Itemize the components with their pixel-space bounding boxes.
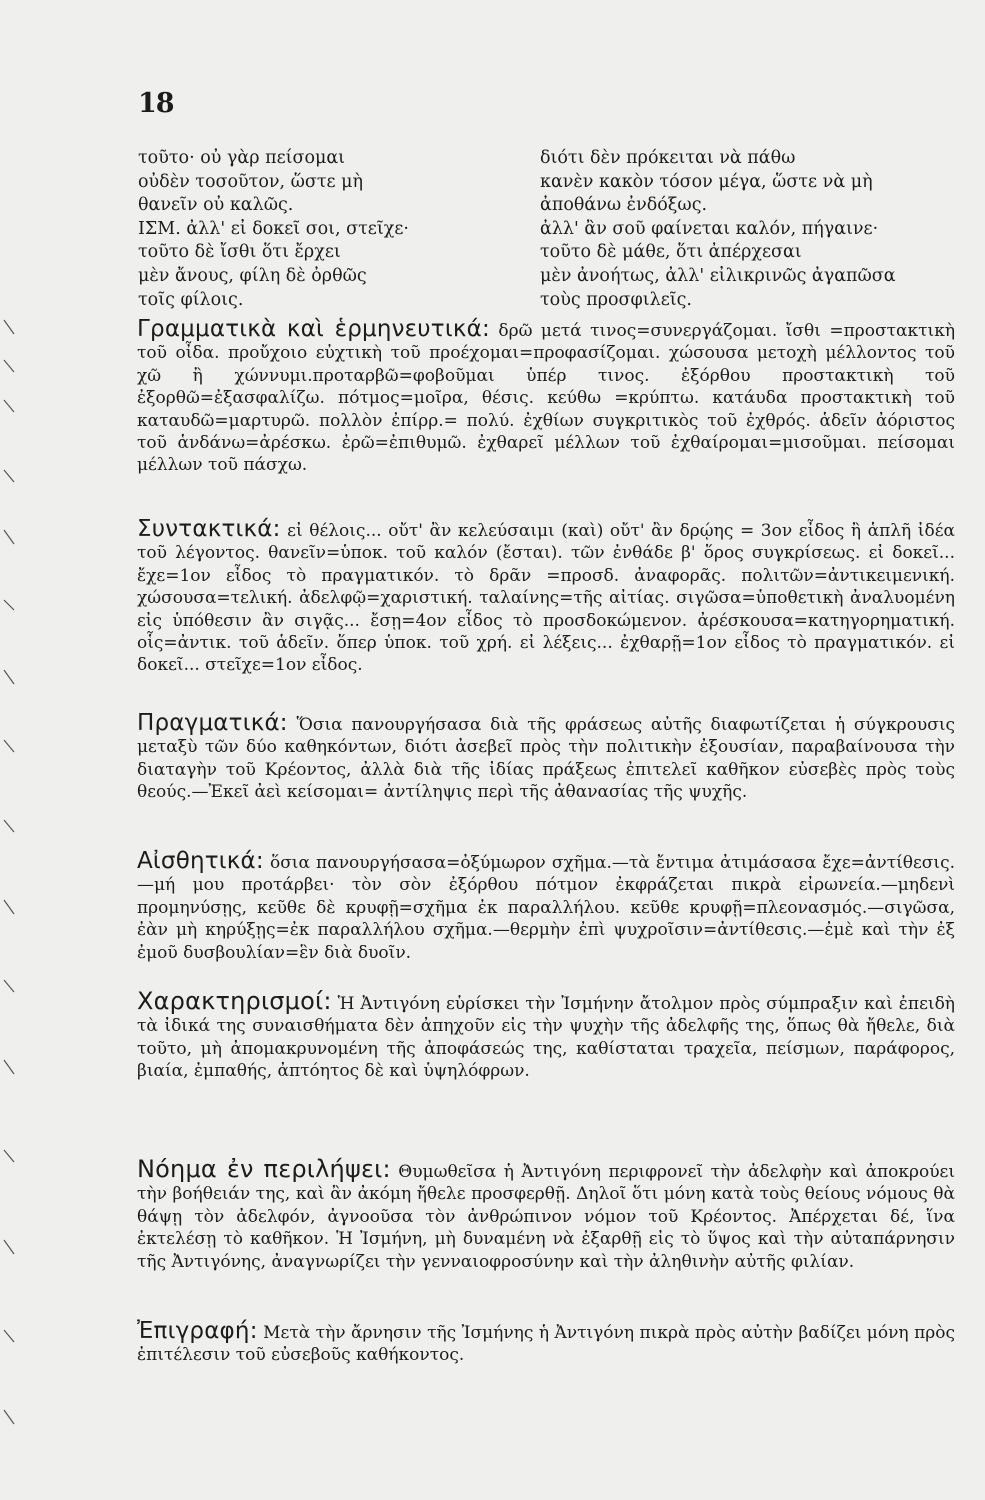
translation-line: κανὲν κακὸν τόσον μέγα, ὥστε νὰ μὴ [540,171,873,192]
verse-line: ΙΣΜ. ἀλλ' εἰ δοκεῖ σοι, στεῖχε· [138,218,409,239]
verse-line: θανεῖν οὐ καλῶς. [138,195,294,216]
section-heading: Συντακτικά: [137,516,281,542]
section-text: Ἡ Ἀντιγόνη εὑρίσκει τὴν Ἰσμήνην ἄτολμον πρὸς σύμπραξιν καὶ ἐπειδὴ τὰ ἰδικά της συναισθήματα δὲν ἀπηχοῦν εἰς τὴν ψυχὴν τῆς ἀδελφῆς της, ὅπως θὰ ἤθελε, διὰ τοῦτο, μὴ ἀπομακρυνομένη τῆς ἀποφάσεώς της, καθίσταται τραχεῖα, πείσμων, παράφορος, βιαία, ἐμπαθής, ἀπτόητος δὲ καὶ ὑψηλόφρων. [137,994,955,1082]
translation-line: τοῦτο δὲ μάθε, ὅτι ἀπέρχεσαι [540,242,802,263]
aesthetic-section [137,850,955,964]
section-text: Ὅσια πανουργήσασα διὰ τῆς φράσεως αὐτῆς διαφωτίζεται ἡ σύγκρουσις μεταξὺ τῶν δύο καθηκόντων, διότι ἀσεβεῖ πρὸς τὴν πολιτικὴν ἐξουσίαν, παραβαίνουσα τὴν διαταγὴν τοῦ Κρέοντος, ἀλλὰ διὰ τῆς ἰδίας πράξεως ἐπιτελεῖ καθῆκον εὐσεβὲς πρὸς τοὺς θεούς.—Ἐκεῖ ἀεὶ κείσομαι= ἀντίληψις περὶ τῆς ἀθανασίας τῆς ψυχῆς. [137,715,956,803]
verse-line: οὐδὲν τοσοῦτον, ὥστε μὴ [138,171,364,192]
pragmatic-section [137,712,955,804]
section-text: εἰ θέλοις... οὔτ' ἂν κελεύσαιμι (καὶ) οὔτ' ἂν δρῴης = 3ον εἶδος ἢ ἁπλῆ ἰδέα τοῦ λέγοντος. θανεῖν=ὑποκ. τοῦ καλόν (ἔσται). τῶν ἐνθάδε β' ὅρος συγκρίσεως. εἰ δοκεῖ... ἔχε=1ον εἶδος τὸ πραγματικόν. τὸ δρᾶν =προσδ. ἀναφορᾶς. πολιτῶν=ἀντικειμενική. χώσουσα=τελική. ἀδελφῷ=χαριστική. ταλαίνης=τῆς αἰτίας. σιγῶσα=ὑποθετικὴ ἀναλυομένη εἰς ὑπόθεσιν ἂν σιγᾷς... ἔσῃ=4ον εἶδος τὸ προσδοκώμενον. ἀρέσκουσα=κατηγορηματική. οἷς=ἀντικ. τοῦ ἁδεῖν. ὅπερ ὑποκ. τοῦ χρή. εἰ λέξεις... ἐχθαρῇ=1ον εἶδος τὸ πραγματικόν. εἰ δοκεῖ... στεῖχε=1ον εἶδος. [137,521,955,676]
syntax-section [137,518,955,677]
grammar-section [137,318,955,477]
translation-line: τοὺς προσφιλεῖς. [540,289,692,310]
translation-line: ἀποθάνω ἐνδόξως. [540,195,708,216]
section-heading: Πραγματικά: [137,710,288,736]
section-text: ὅσια πανουργήσασα=ὀξύμωρον σχῆμα.—τὰ ἔντιμα ἀτιμάσασα ἔχε=ἀντίθεσις.—μή μου προτάρβει· τὸν σὸν ἐξόρθου πότμον ἐκφράζεται πικρὰ εἰρωνεία.—μηδενὶ προμηνύσῃς, κεῦθε δὲ κρυφῇ=σχῆμα ἐκ παραλλήλου. κεῦθε κρυφῇ=πλεονασμός.—σιγῶσα, ἐὰν μὴ κηρύξῃς=ἐκ παραλλήλου σχῆμα.—θερμὴν ἐπὶ ψυχροῖσιν=ἀντίθεσις.—ἐμὲ καὶ τὴν ἐξ ἐμοῦ δυσβουλίαν=ἓν διὰ δυοῖν. [137,853,955,963]
section-heading: Νόημα ἐν περιλήψει: [137,1155,391,1183]
verse-line: τοῦτο· οὐ γὰρ πείσομαι [138,148,346,168]
summary-section [137,1155,956,1273]
margin-scan-marks [0,300,20,1500]
section-text: δρῶ μετά τινος=συνεργάζομαι. ἴσθι =προστακτικὴ τοῦ οἶδα. προὔχοιο εὐχτικὴ τοῦ προέχομαι=προφασίζομαι. χώσουσα μετοχὴ μέλλοντος τοῦ χῶ ἢ χώννυμι.προταρβῶ=φοβοῦμαι ὑπέρ τινος. ἐξόρθου προστακτικὴ τοῦ ἐξορθῶ=ἐξασφαλίζω. πότμος=μοῖρα, θέσις. κεύθω =κρύπτω. κατάυδα προστακτικὴ τοῦ καταυδῶ=μαρτυρῶ. πολλὸν ἐπίρρ.= πολύ. ἐχθίων συγκριτικὸς τοῦ ἐχθρός. ἁδεῖν ἀόριστος τοῦ ἁνδάνω=ἀρέσκω. ἐρῶ=ἐπιθυμῶ. ἐχθαρεῖ μέλλων τοῦ ἐχθαίρομαι=μισοῦμαι. πείσομαι μέλλων τοῦ πάσχω. [137,321,956,476]
verse-line: τοῖς φίλοις. [138,289,244,310]
section-heading: Αἰσθητικά: [137,848,264,874]
epigraph-section [137,1320,955,1367]
section-text: Θυμωθεῖσα ἡ Ἀντιγόνη περιφρονεῖ τὴν ἀδελφὴν καὶ ἀποκρούει τὴν βοήθειάν της, καὶ ἂν ἀκόμη ἤθελε προσφερθῇ. Δηλοῖ ὅτι μόνη κατὰ τοὺς θείους νόμους θὰ θάψῃ τὸν ἀδελφόν, ἀγνοοῦσα τὸν ἀνθρώπινον νόμον τοῦ Κρέοντος. Ἀπέρχεται δέ, ἵνα ἐκτελέσῃ τὸ καθῆκον. Ἡ Ἰσμήνη, μὴ δυναμένη νὰ ἐξαρθῇ εἰς τὸ ὕψος καὶ τὴν αὐταπάρνησιν τῆς Ἀντιγόνης, ἀναγνωρίζει τὴν γενναιοφροσύνην καὶ τὴν ἀληθινὴν αὐτῆς φιλίαν. [137,1162,956,1272]
characterization-section [137,987,955,1083]
section-heading: Χαρακτηρισμοί: [137,987,332,1015]
section-heading: Γραμματικὰ καὶ ἑρμηνευτικά: [137,316,490,342]
translation-column [540,147,896,312]
translation-line: διότι δὲν πρόκειται νὰ πάθω [540,148,796,168]
translation-line: ἀλλ' ἂν σοῦ φαίνεται καλόν, πήγαινε· [540,218,879,239]
translation-line: μὲν ἀνοήτως, ἀλλ' εἰλικρινῶς ἀγαπῶσα [540,265,896,286]
verse-line: μὲν ἄνους, φίλη δὲ ὀρθῶς [138,265,367,286]
greek-verse-column [138,147,409,312]
page-number: 18 [138,88,174,119]
section-heading: Ἐπιγραφή: [137,1318,258,1344]
section-text: Μετὰ τὴν ἄρνησιν τῆς Ἰσμήνης ἡ Ἀντιγόνη πικρὰ πρὸς αὐτὴν βαδίζει μόνη πρὸς ἐπιτέλεσιν τοῦ εὐσεβοῦς καθήκοντος. [137,1323,955,1366]
verse-line: τοῦτο δὲ ἴσθι ὅτι ἔρχει [138,242,341,263]
